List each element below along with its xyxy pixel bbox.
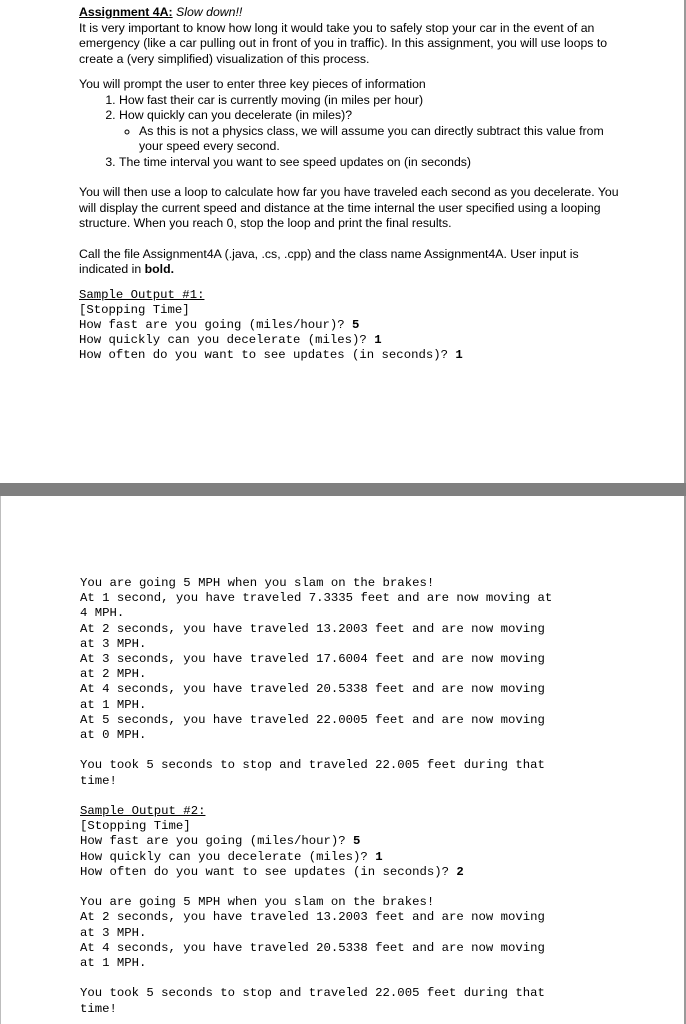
page-1-content bbox=[79, 5, 619, 364]
output-line: At 3 seconds, you have traveled 17.6004 feet and are now moving bbox=[80, 652, 545, 667]
prompt-line: How fast are you going (miles/hour)? 5 bbox=[80, 834, 361, 849]
sample-1-output bbox=[80, 576, 620, 1017]
user-input: 5 bbox=[353, 834, 361, 849]
step-item: 3. The time interval you want to see speed updates on (in seconds) bbox=[119, 155, 619, 171]
prompt-intro: You will prompt the user to enter three key pieces of information bbox=[79, 77, 426, 91]
bold-word: bold. bbox=[144, 262, 175, 276]
output-line: at 3 MPH. bbox=[80, 925, 147, 940]
user-input: 1 bbox=[455, 348, 463, 363]
user-input: 2 bbox=[456, 864, 464, 879]
output-line: At 2 seconds, you have traveled 13.2003 feet and are now moving bbox=[80, 910, 545, 925]
step-item: 2. How quickly can you decelerate (in miles)? ◦ As this is not a physics class, we will assume you can directly subtract this value from your speed every second. bbox=[119, 108, 619, 155]
output-line: at 0 MPH. bbox=[80, 728, 147, 743]
output-line: at 1 MPH. bbox=[80, 697, 147, 712]
loop-paragraph: You will then use a loop to calculate how far you have traveled each second as you decelerate. You will display the current speed and distance at the time internal the user specified using a looping structure. When you reach 0, stop the loop and print the final results. bbox=[79, 185, 619, 230]
assignment-label: Assignment 4A: bbox=[79, 5, 173, 19]
summary-line: You took 5 seconds to stop and traveled 22.005 feet during that bbox=[80, 986, 545, 1001]
prompt-line: How fast are you going (miles/hour)? 5 bbox=[79, 317, 360, 332]
output-line: at 3 MPH. bbox=[80, 636, 147, 651]
output-line: at 1 MPH. bbox=[80, 956, 147, 971]
sample-1-heading: Sample Output #1: bbox=[79, 287, 205, 302]
document-page-2 bbox=[0, 496, 686, 1024]
output-line: At 5 seconds, you have traveled 22.0005 feet and are now moving bbox=[80, 712, 545, 727]
prompt-line: How quickly can you decelerate (miles)? 1 bbox=[79, 333, 382, 348]
step-sublist bbox=[119, 124, 619, 155]
assignment-subtitle: Slow down!! bbox=[176, 5, 243, 19]
document-page-1 bbox=[0, 0, 686, 483]
program-title: [Stopping Time] bbox=[79, 302, 190, 317]
output-line: 4 MPH. bbox=[80, 606, 125, 621]
sample-1-block bbox=[79, 288, 619, 364]
program-title: [Stopping Time] bbox=[80, 819, 191, 834]
output-line: at 2 MPH. bbox=[80, 667, 147, 682]
summary-line: time! bbox=[80, 1001, 117, 1016]
prompt-line: How often do you want to see updates (in seconds)? 2 bbox=[80, 864, 464, 879]
summary-line: You took 5 seconds to stop and traveled 22.005 feet during that bbox=[80, 758, 545, 773]
step-item: 1. How fast their car is currently moving (in miles per hour) bbox=[119, 93, 619, 109]
output-line: You are going 5 MPH when you slam on the brakes! bbox=[80, 576, 435, 590]
assignment-title bbox=[79, 5, 619, 21]
file-paragraph: Call the file Assignment4A (.java, .cs, .cpp) and the class name Assignment4A. User input is indicated in bold. bbox=[79, 246, 579, 276]
output-line: At 1 second, you have traveled 7.3335 feet and are now moving at bbox=[80, 591, 553, 606]
steps-list bbox=[79, 93, 619, 171]
page-separator bbox=[0, 483, 686, 496]
output-line: At 4 seconds, you have traveled 20.5338 feet and are now moving bbox=[80, 682, 545, 697]
user-input: 1 bbox=[375, 849, 383, 864]
prompt-line: How quickly can you decelerate (miles)? 1 bbox=[80, 849, 383, 864]
intro-paragraph: It is very important to know how long it would take you to safely stop your car in the event of an emergency (like a car pulling out in front of you in traffic). In this assignment, you will use loops to create a (very simplified) visualization of this process. bbox=[79, 20, 608, 66]
user-input: 1 bbox=[374, 333, 382, 348]
step-note: ◦ As this is not a physics class, we will assume you can directly subtract this value from your speed every second. bbox=[139, 124, 619, 155]
sample-2-heading: Sample Output #2: bbox=[80, 804, 206, 819]
output-line: At 4 seconds, you have traveled 20.5338 feet and are now moving bbox=[80, 940, 545, 955]
prompt-line: How often do you want to see updates (in seconds)? 1 bbox=[79, 348, 463, 363]
output-line: At 2 seconds, you have traveled 13.2003 feet and are now moving bbox=[80, 621, 545, 636]
output-line: You are going 5 MPH when you slam on the brakes! bbox=[80, 895, 435, 910]
user-input: 5 bbox=[352, 317, 360, 332]
summary-line: time! bbox=[80, 773, 117, 788]
